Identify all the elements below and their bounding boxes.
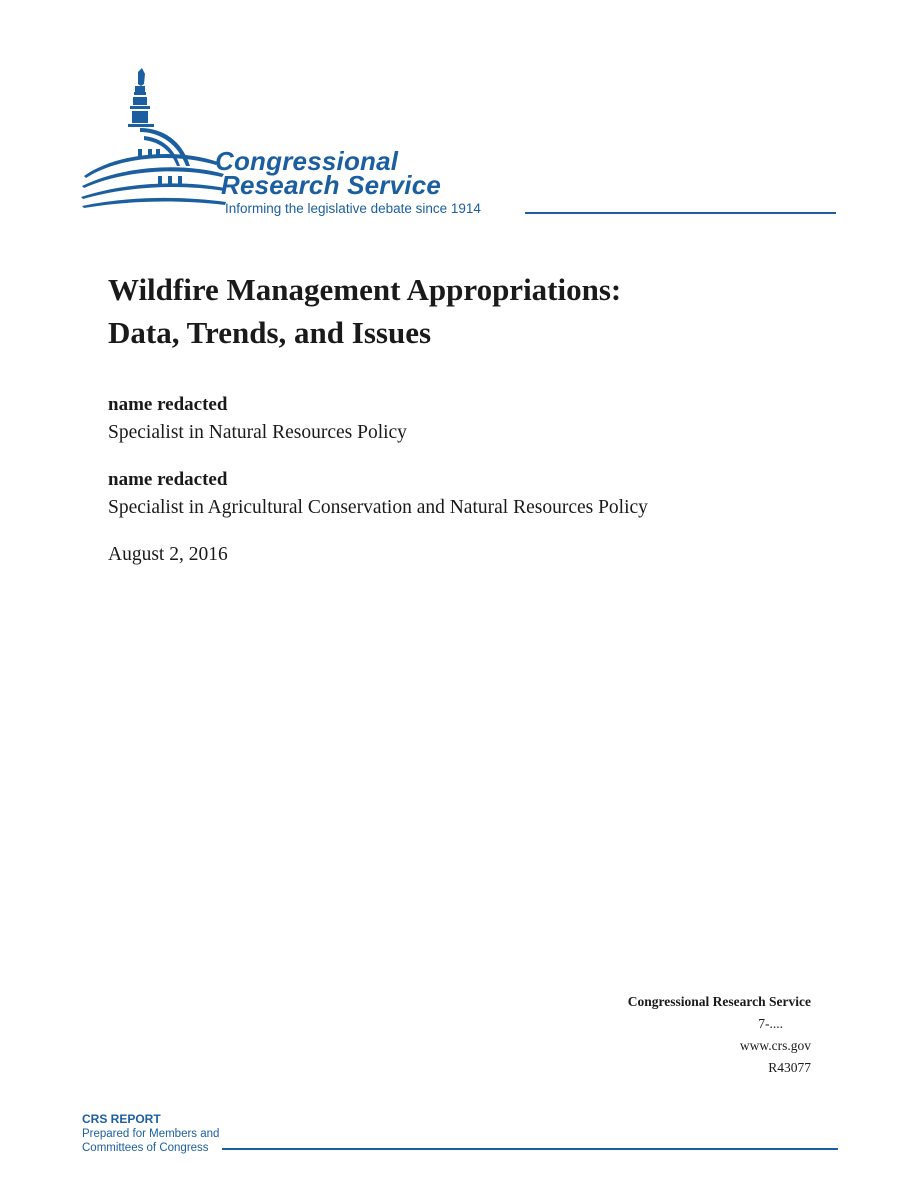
footer-subtitle-line1: Prepared for Members and [82, 1128, 220, 1140]
publisher-name: Congressional Research Service [627, 994, 811, 1009]
report-title-line2: Data, Trends, and Issues [108, 315, 432, 350]
author-name: name redacted [108, 394, 228, 415]
report-title-line1: Wildfire Management Appropriations: [108, 272, 622, 307]
report-number: R43077 [768, 1060, 811, 1075]
capitol-dome-icon [78, 64, 228, 219]
publisher-website: www.crs.gov [739, 1038, 811, 1053]
author-role: Specialist in Natural Resources Policy [108, 422, 407, 443]
footer-divider [222, 1148, 838, 1150]
publisher-info [628, 991, 811, 1079]
footer-label: CRS REPORT [82, 1112, 161, 1126]
logo-divider [525, 212, 836, 214]
crs-logo [78, 64, 838, 224]
report-date: August 2, 2016 [108, 544, 228, 565]
author-name: name redacted [108, 469, 228, 490]
logo-tagline: Informing the legislative debate since 1914 [225, 201, 481, 216]
footer [82, 1112, 838, 1156]
author-role: Specialist in Agricultural Conservation and Natural Resources Policy [108, 497, 648, 518]
report-title [108, 268, 621, 354]
logo-title-line2: Research Service [221, 170, 442, 200]
footer-subtitle-line2: Committees of Congress [82, 1142, 209, 1154]
logo-title-line1: Congressional [215, 146, 399, 176]
publisher-phone: 7-.... [758, 1016, 783, 1031]
